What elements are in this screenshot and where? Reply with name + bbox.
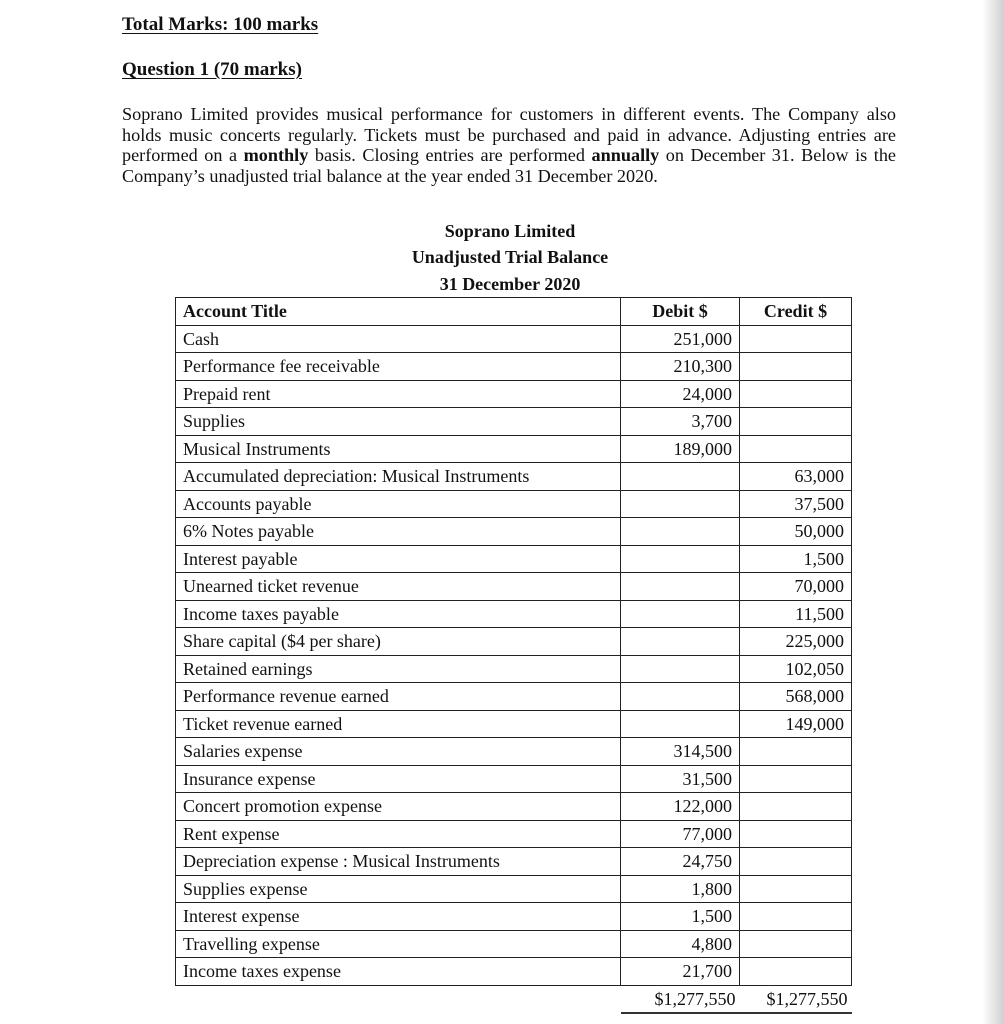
header-credit: Credit $ bbox=[740, 298, 852, 326]
account-cell: Supplies expense bbox=[176, 875, 621, 903]
credit-cell: 1,500 bbox=[740, 545, 852, 573]
table-row bbox=[176, 710, 852, 738]
statement-name: Unadjusted Trial Balance bbox=[411, 247, 609, 267]
table-row bbox=[176, 683, 852, 711]
credit-cell bbox=[740, 353, 852, 381]
account-cell: Interest expense bbox=[176, 903, 621, 931]
credit-cell bbox=[740, 930, 852, 958]
debit-cell: 1,500 bbox=[621, 903, 740, 931]
total-credit: $1,277,550 bbox=[740, 985, 852, 1013]
debit-cell: 3,700 bbox=[621, 408, 740, 436]
intro-text-3: on December 31. Below is the Company’s unadjusted trial balance at the year ended 31 December 2020. bbox=[122, 145, 896, 186]
trial-balance-body bbox=[176, 325, 852, 985]
table-row bbox=[176, 435, 852, 463]
credit-cell bbox=[740, 903, 852, 931]
debit-cell bbox=[621, 490, 740, 518]
table-row bbox=[176, 738, 852, 766]
question-description bbox=[122, 104, 896, 186]
credit-cell: 50,000 bbox=[740, 518, 852, 546]
credit-cell bbox=[740, 738, 852, 766]
intro-paragraph bbox=[122, 104, 896, 186]
account-cell: Cash bbox=[176, 325, 621, 353]
account-cell: Performance revenue earned bbox=[176, 683, 621, 711]
company-name: Soprano Limited bbox=[444, 221, 576, 241]
account-cell: Depreciation expense : Musical Instruments bbox=[176, 848, 621, 876]
account-cell: Performance fee receivable bbox=[176, 353, 621, 381]
page-edge-shadow bbox=[982, 0, 1004, 1024]
table-row bbox=[176, 408, 852, 436]
credit-cell bbox=[740, 435, 852, 463]
table-row bbox=[176, 848, 852, 876]
account-cell: Supplies bbox=[176, 408, 621, 436]
statement-date: 31 December 2020 bbox=[439, 274, 581, 294]
credit-cell bbox=[740, 820, 852, 848]
debit-cell: 21,700 bbox=[621, 958, 740, 986]
debit-cell: 251,000 bbox=[621, 325, 740, 353]
intro-emphasis-monthly: monthly bbox=[243, 145, 309, 165]
totals-label-cell bbox=[176, 985, 621, 1013]
debit-cell: 314,500 bbox=[621, 738, 740, 766]
credit-cell bbox=[740, 958, 852, 986]
total-debit: $1,277,550 bbox=[621, 985, 740, 1013]
account-cell: Rent expense bbox=[176, 820, 621, 848]
credit-cell: 63,000 bbox=[740, 463, 852, 491]
table-row bbox=[176, 655, 852, 683]
debit-cell: 122,000 bbox=[621, 793, 740, 821]
table-row bbox=[176, 875, 852, 903]
table-row bbox=[176, 765, 852, 793]
debit-cell: 24,750 bbox=[621, 848, 740, 876]
account-cell: Unearned ticket revenue bbox=[176, 573, 621, 601]
account-cell: Insurance expense bbox=[176, 765, 621, 793]
account-cell: Retained earnings bbox=[176, 655, 621, 683]
debit-cell: 77,000 bbox=[621, 820, 740, 848]
table-row bbox=[176, 325, 852, 353]
totals-row bbox=[176, 985, 852, 1013]
account-cell: Income taxes expense bbox=[176, 958, 621, 986]
debit-cell bbox=[621, 573, 740, 601]
credit-cell: 102,050 bbox=[740, 655, 852, 683]
credit-cell: 11,500 bbox=[740, 600, 852, 628]
account-cell: Travelling expense bbox=[176, 930, 621, 958]
credit-cell bbox=[740, 325, 852, 353]
header-account-title: Account Title bbox=[176, 298, 621, 326]
total-marks-heading: Total Marks: 100 marks bbox=[122, 14, 319, 35]
credit-cell bbox=[740, 380, 852, 408]
account-cell: Salaries expense bbox=[176, 738, 621, 766]
credit-cell bbox=[740, 875, 852, 903]
credit-cell bbox=[740, 765, 852, 793]
account-cell: Share capital ($4 per share) bbox=[176, 628, 621, 656]
account-cell: Concert promotion expense bbox=[176, 793, 621, 821]
table-row bbox=[176, 793, 852, 821]
account-cell: Prepaid rent bbox=[176, 380, 621, 408]
intro-emphasis-annually: annually bbox=[591, 145, 660, 165]
credit-cell: 568,000 bbox=[740, 683, 852, 711]
debit-cell bbox=[621, 545, 740, 573]
table-row bbox=[176, 600, 852, 628]
intro-text-1: Soprano Limited provides musical performance for customers in different events. The Company also holds music concerts regularly. Tickets must be purchased and paid in advance. Adjusting entries are performed on a bbox=[122, 104, 896, 165]
trial-balance-table bbox=[175, 297, 852, 1014]
account-cell: Accumulated depreciation: Musical Instruments bbox=[176, 463, 621, 491]
credit-cell: 37,500 bbox=[740, 490, 852, 518]
credit-cell bbox=[740, 408, 852, 436]
credit-cell: 70,000 bbox=[740, 573, 852, 601]
credit-cell bbox=[740, 793, 852, 821]
table-header-row bbox=[176, 298, 852, 326]
question-title: Question 1 (70 marks) bbox=[122, 59, 302, 80]
debit-cell: 4,800 bbox=[621, 930, 740, 958]
debit-cell: 24,000 bbox=[621, 380, 740, 408]
table-row bbox=[176, 490, 852, 518]
account-cell: Ticket revenue earned bbox=[176, 710, 621, 738]
account-cell: Accounts payable bbox=[176, 490, 621, 518]
table-row bbox=[176, 380, 852, 408]
debit-cell bbox=[621, 518, 740, 546]
header-debit: Debit $ bbox=[621, 298, 740, 326]
account-cell: Interest payable bbox=[176, 545, 621, 573]
table-row bbox=[176, 820, 852, 848]
account-cell: Income taxes payable bbox=[176, 600, 621, 628]
debit-cell bbox=[621, 463, 740, 491]
debit-cell: 189,000 bbox=[621, 435, 740, 463]
account-cell: Musical Instruments bbox=[176, 435, 621, 463]
table-row bbox=[176, 463, 852, 491]
debit-cell bbox=[621, 600, 740, 628]
table-row bbox=[176, 353, 852, 381]
debit-cell bbox=[621, 683, 740, 711]
table-row bbox=[176, 628, 852, 656]
table-row bbox=[176, 573, 852, 601]
intro-text-2: basis. Closing entries are performed bbox=[308, 145, 592, 165]
table-row bbox=[176, 958, 852, 986]
table-row bbox=[176, 903, 852, 931]
table-row bbox=[176, 930, 852, 958]
credit-cell bbox=[740, 848, 852, 876]
debit-cell: 210,300 bbox=[621, 353, 740, 381]
debit-cell: 1,800 bbox=[621, 875, 740, 903]
debit-cell bbox=[621, 710, 740, 738]
table-row bbox=[176, 518, 852, 546]
table-row bbox=[176, 545, 852, 573]
credit-cell: 225,000 bbox=[740, 628, 852, 656]
account-cell: 6% Notes payable bbox=[176, 518, 621, 546]
credit-cell: 149,000 bbox=[740, 710, 852, 738]
debit-cell bbox=[621, 655, 740, 683]
debit-cell: 31,500 bbox=[621, 765, 740, 793]
debit-cell bbox=[621, 628, 740, 656]
